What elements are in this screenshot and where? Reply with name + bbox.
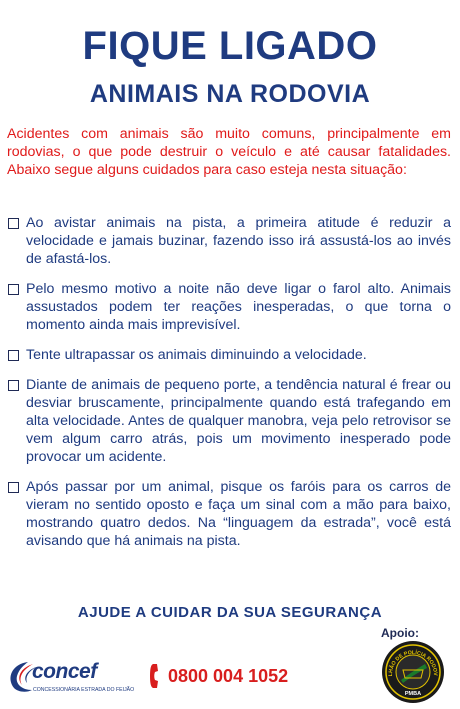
tip-item — [7, 280, 451, 334]
tip-text: Pelo mesmo motivo a noite não deve ligar o farol alto. Animais assustados podem ter reações inesperadas, o que torna o momento ainda mais imprevisível. — [26, 281, 451, 333]
page-subtitle: ANIMAIS NA RODOVIA — [89, 80, 371, 108]
tip-text: Tente ultrapassar os animais diminuindo a velocidade. — [26, 347, 367, 363]
checkbox-icon — [8, 482, 19, 493]
phone-number: 0800 004 1052 — [168, 666, 289, 686]
tips-list — [7, 214, 451, 562]
concef-name: concef — [32, 660, 97, 683]
badge-bottom-text: PMBA — [404, 691, 422, 697]
tip-item — [7, 346, 451, 364]
page-title: FIQUE LIGADO — [82, 24, 378, 68]
phone-handset-icon — [150, 662, 166, 690]
checkbox-icon — [8, 284, 19, 295]
tip-text: Após passar por um animal, pisque os faróis para os carros de vieram no sentido oposto e faça um sinal com a mão para baixo, mostrando quatro dedos. Na “linguagem da estrada”, você está avisando que há animais na pista. — [26, 479, 451, 549]
tip-item — [7, 214, 451, 268]
checkbox-icon — [8, 218, 19, 229]
concef-logo — [6, 654, 135, 702]
tip-item — [7, 376, 451, 466]
police-badge — [381, 640, 445, 709]
apoio-label: Apoio: — [381, 626, 419, 640]
badge-ring-text: LHÃO DE POLÍCIA RODOV — [387, 649, 439, 677]
tip-item — [7, 478, 451, 550]
tip-text: Ao avistar animais na pista, a primeira atitude é reduzir a velocidade e jamais buzinar, fazendo isso irá assustá-los ao invés de afastá-los. — [26, 215, 451, 267]
concef-subtitle: CONCESSIONÁRIA ESTRADA DO FEIJÃO — [33, 687, 135, 693]
checkbox-icon — [8, 380, 19, 391]
tip-text: Diante de animais de pequeno porte, a tendência natural é frear ou desviar bruscamente, principalmente quando está trafegando em alta velocidade. Antes de qualquer manobra, veja pelo retrovisor se vem algum carro atrás, pois um movimento inesperado pode provocar um acidente. — [26, 377, 451, 465]
checkbox-icon — [8, 350, 19, 361]
safety-call-to-action: AJUDE A CUIDAR DA SUA SEGURANÇA — [77, 604, 383, 621]
intro-paragraph: Acidentes com animais são muito comuns, principalmente em rodovias, o que pode destruir o veículo e até causar fatalidades. Abaixo segue alguns cuidados para caso esteja nesta situação: — [7, 126, 451, 178]
